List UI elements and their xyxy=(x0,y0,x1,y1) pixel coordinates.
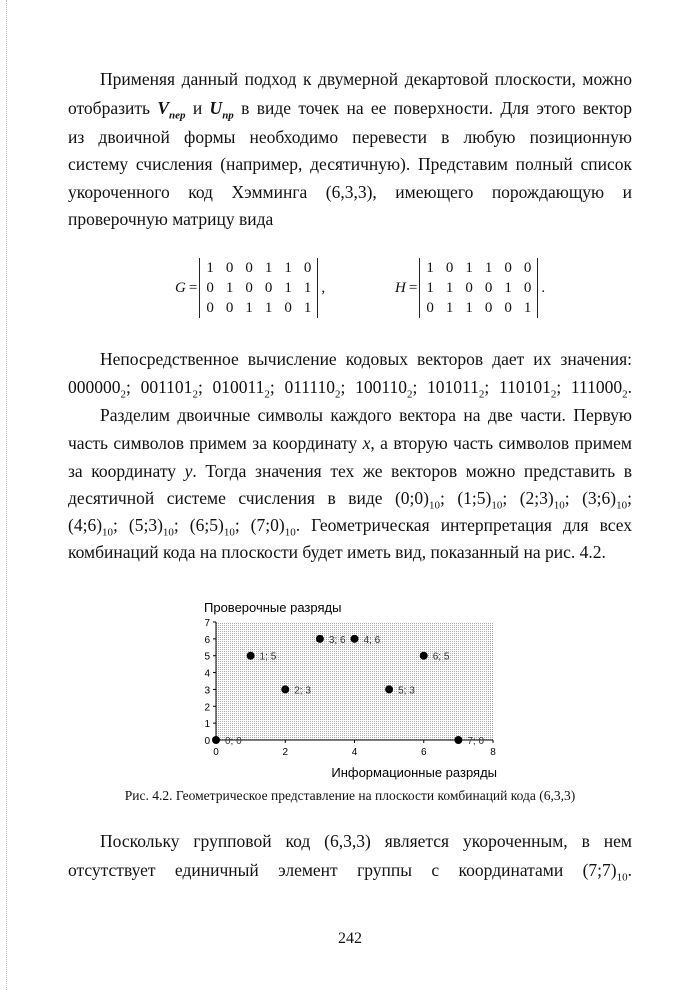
text-segment: укороченного код Хэмминга (6,3,3), имеющего порождающую и xyxy=(68,182,632,202)
subscript: 2 xyxy=(622,388,628,401)
matrix-cell: 1 xyxy=(523,300,532,316)
text-segment: V xyxy=(157,98,170,118)
matrix-cell: 1 xyxy=(426,280,434,296)
x-axis-label: Информационные разряды xyxy=(331,765,497,780)
matrix-cell: 1 xyxy=(465,300,473,316)
text-line xyxy=(68,181,632,203)
matrix-cell: 0 xyxy=(484,300,493,316)
matrix-cell: 0 xyxy=(523,280,532,296)
y-tick-label: 5 xyxy=(204,651,210,663)
text-segment: 000000 xyxy=(68,377,121,397)
data-label: 4; 6 xyxy=(363,634,381,646)
data-point xyxy=(247,652,255,660)
y-tick-label: 7 xyxy=(204,618,210,629)
subscript: 10 xyxy=(102,526,114,539)
figure-caption: Рис. 4.2. Геометрическое представление на плоскости комбинаций кода (6,3,3) xyxy=(124,788,576,803)
data-label: 3; 6 xyxy=(328,634,346,646)
text-line xyxy=(100,830,632,852)
text-segment: ; (1;5) xyxy=(440,488,492,508)
subscript: 2 xyxy=(335,388,341,401)
x-tick-label: 6 xyxy=(420,747,427,758)
matrix-cell: 0 xyxy=(504,260,512,276)
text-line xyxy=(68,460,632,482)
text-segment: ; 100110 xyxy=(340,377,407,397)
y-tick-label: 3 xyxy=(204,685,210,697)
subscript: 2 xyxy=(406,388,413,401)
text-line xyxy=(100,348,632,370)
subscript: 2 xyxy=(264,388,270,401)
y-tick-label: 1 xyxy=(204,719,210,731)
matrix-cell: 1 xyxy=(484,260,493,276)
matrix-cell: 0 xyxy=(264,280,273,296)
text-segment: . Тогда значения тех же векторов можно представить в xyxy=(192,461,632,481)
data-point xyxy=(212,736,220,744)
text-segment: и xyxy=(185,98,210,118)
text-segment: проверочную матрицу вида xyxy=(68,209,274,229)
matrix-H: H = 1 0 1 1 0 0 1 1 0 0 1 0 0 1 1 0 0 1 . xyxy=(395,260,546,316)
subscript: 10 xyxy=(553,499,565,512)
text-line xyxy=(100,404,632,426)
matrix-label: H xyxy=(395,279,406,296)
text-segment: систему счисления (например, десятичную). Представим полный список xyxy=(68,154,632,174)
subscript: 2 xyxy=(550,388,557,401)
text-segment: ; (7;0) xyxy=(234,515,285,535)
text-segment: Поскольку групповой код (6,3,3) является укороченным, в нем xyxy=(100,831,632,851)
matrix-cell: 1 xyxy=(264,260,273,276)
y-tick-label: 6 xyxy=(204,634,210,646)
subscript: 2 xyxy=(192,388,198,401)
data-point xyxy=(385,685,393,693)
subscript: 10 xyxy=(284,526,296,539)
matrix-cell: 1 xyxy=(245,300,253,316)
text-line xyxy=(68,514,632,539)
matrix-cell: 1 xyxy=(284,280,292,296)
text-segment: ; (2;3) xyxy=(502,488,554,508)
matrix-cell: 0 xyxy=(206,280,214,296)
subscript: 10 xyxy=(616,871,628,884)
text-segment: (4;6) xyxy=(68,515,103,535)
matrix-cell: 1 xyxy=(264,300,273,316)
text-line xyxy=(68,208,632,230)
text-line xyxy=(68,432,632,454)
matrix-cell: 1 xyxy=(504,280,512,296)
data-point xyxy=(316,635,324,643)
text-segment: ; (3;6) xyxy=(564,488,617,508)
text-segment: Непосредственное вычисление кодовых векторов дает их значения: xyxy=(100,349,632,369)
x-tick-label: 4 xyxy=(351,747,358,758)
subscript: 10 xyxy=(162,526,174,539)
text-segment: . Геометрическая интерпретация для всех xyxy=(295,515,632,535)
matrix-cell: 0 xyxy=(504,300,512,316)
matrix-cell: 1 xyxy=(445,300,454,316)
page-number: 242 xyxy=(338,930,362,947)
text-segment: ; 101011 xyxy=(412,377,479,397)
text-segment: U xyxy=(209,98,223,118)
matrix-G: G = 1 0 0 1 1 0 0 1 0 0 1 1 0 0 1 1 0 1 , xyxy=(175,260,326,316)
subscript: 2 xyxy=(478,388,485,401)
data-point xyxy=(420,652,428,660)
matrix-cell: 1 xyxy=(303,280,312,296)
y-tick-label: 4 xyxy=(204,668,210,680)
matrix-cell: 1 xyxy=(465,260,473,276)
y-tick-label: 0 xyxy=(204,736,210,747)
text-segment: ; (6;5) xyxy=(173,515,224,535)
text-segment: x xyxy=(362,433,371,453)
text-line xyxy=(68,126,632,148)
text-line xyxy=(100,68,632,90)
text-line xyxy=(68,376,632,401)
text-segment: ; xyxy=(627,488,632,508)
x-tick-label: 2 xyxy=(282,747,289,758)
text-segment: . xyxy=(627,860,632,880)
data-label: 2; 3 xyxy=(294,685,311,697)
text-segment: ; 010011 xyxy=(197,377,265,397)
matrix-cell: 1 xyxy=(284,260,292,276)
data-label: 6; 5 xyxy=(432,651,450,663)
y-axis-label: Проверочные разряды xyxy=(204,600,342,615)
text-segment: Разделим двоичные символы каждого вектора на две части. Первую xyxy=(100,405,632,425)
y-tick-label: 2 xyxy=(204,702,210,714)
text-segment: y xyxy=(184,461,193,481)
matrix-cell: 0 xyxy=(484,280,493,296)
subscript: 2 xyxy=(120,388,126,401)
subscript: пер xyxy=(169,109,186,122)
matrix-cell: 1 xyxy=(206,260,214,276)
matrix-cell: 1 xyxy=(225,280,234,296)
data-point xyxy=(281,685,289,693)
subscript: 10 xyxy=(223,526,235,539)
text-line xyxy=(68,487,632,512)
matrix-cell: 0 xyxy=(445,260,454,276)
text-segment: ; (5;3) xyxy=(113,515,163,535)
text-segment: Применяя данный подход к двумерной декартовой плоскости, можно xyxy=(100,69,632,89)
text-segment: комбинаций кода на плоскости будет иметь вид, показанный на рис. 4.2. xyxy=(68,542,606,562)
text-segment: отсутствует единичный элемент группы с координатами (7;7) xyxy=(68,860,617,880)
text-segment: десятичной системе счисления в виде (0;0) xyxy=(68,488,429,508)
scatter-chart xyxy=(190,595,510,785)
matrix-cell: 0 xyxy=(284,300,292,316)
text-segment: ; 001101 xyxy=(126,377,193,397)
matrix-cell: 1 xyxy=(426,260,434,276)
matrix-punct: . xyxy=(541,279,546,296)
subscript: 10 xyxy=(429,499,440,512)
matrix-cell: 1 xyxy=(445,280,454,296)
text-line xyxy=(68,153,632,175)
text-segment: , а вторую часть символов примем xyxy=(370,433,632,453)
matrix-cell: 0 xyxy=(206,300,214,316)
x-tick-label: 8 xyxy=(490,747,496,758)
matrix-cell: 0 xyxy=(225,300,234,316)
matrix-cell: 0 xyxy=(465,280,473,296)
text-segment: отобразить xyxy=(68,98,158,118)
text-line xyxy=(68,859,632,884)
data-label: 0; 0 xyxy=(225,736,242,747)
data-label: 7; 0 xyxy=(467,736,485,747)
matrix-punct: , xyxy=(321,279,326,296)
text-segment: за координату xyxy=(68,461,185,481)
text-segment: ; 111000 xyxy=(556,377,623,397)
matrix-cell: 0 xyxy=(245,260,253,276)
data-point xyxy=(351,635,359,643)
data-point xyxy=(454,736,462,744)
matrix-cell: 0 xyxy=(426,300,434,316)
matrix-cell: 0 xyxy=(523,260,532,276)
data-label: 1; 5 xyxy=(259,651,277,663)
matrix-cell: 0 xyxy=(225,260,234,276)
text-segment: в виде точек на ее поверхности. Для этого вектор xyxy=(233,98,632,118)
subscript: пр xyxy=(222,109,234,122)
x-tick-label: 0 xyxy=(213,747,219,758)
text-segment: из двоичной формы необходимо перевести в любую позиционную xyxy=(68,127,632,147)
matrix-cell: 0 xyxy=(245,280,253,296)
text-segment: ; 110101 xyxy=(484,377,551,397)
matrix-cell: 0 xyxy=(303,260,312,276)
subscript: 10 xyxy=(616,499,628,512)
matrix-cell: 1 xyxy=(303,300,312,316)
matrix-label: G xyxy=(175,279,186,296)
text-segment: ; 011110 xyxy=(269,377,336,397)
text-line xyxy=(68,97,632,122)
data-label: 5; 3 xyxy=(398,685,415,697)
text-line xyxy=(68,541,632,563)
text-segment: . xyxy=(627,377,632,397)
subscript: 10 xyxy=(491,499,503,512)
text-segment: часть символов примем за координату xyxy=(68,433,363,453)
